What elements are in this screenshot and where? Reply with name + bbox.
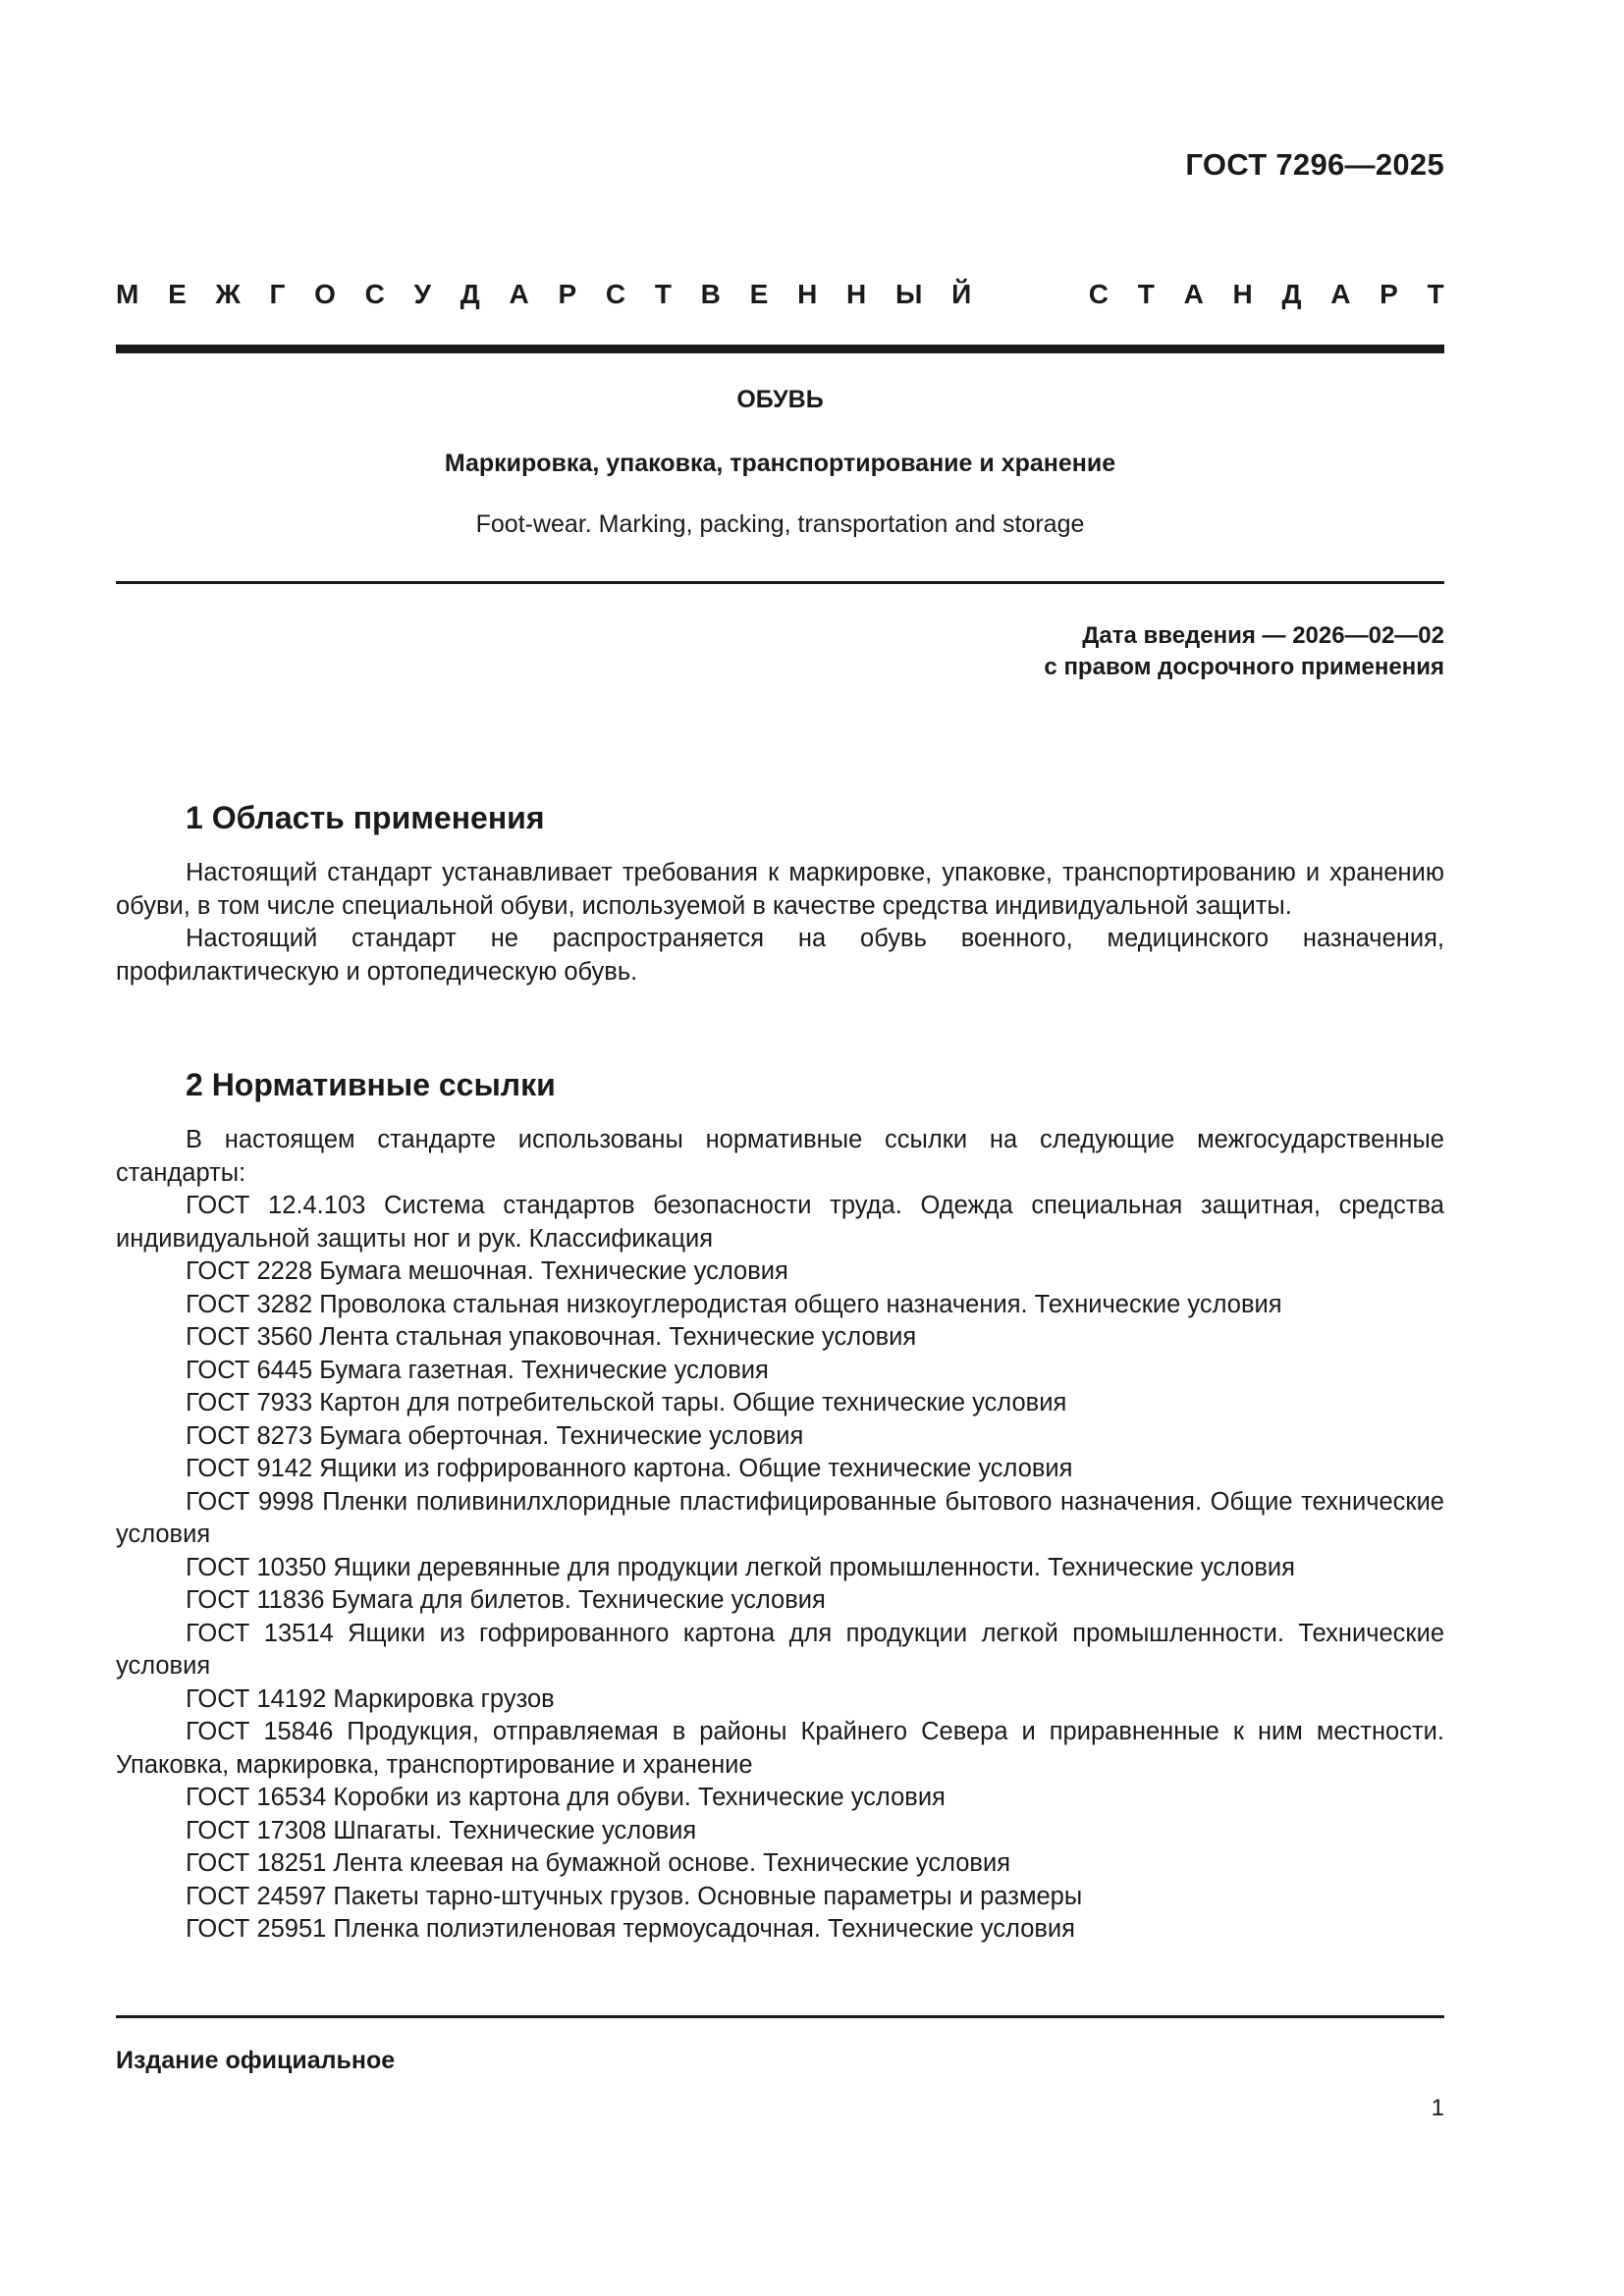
reference-item: ГОСТ 13514 Ящики из гофрированного картона для продукции легкой промышленности. Технические условия xyxy=(116,1619,1444,1680)
reference-item: ГОСТ 25951 Пленка полиэтиленовая термоусадочная. Технические условия xyxy=(186,1915,1075,1943)
standard-type-letter: А xyxy=(1330,279,1351,309)
reference-item: ГОСТ 9142 Ящики из гофрированного картона. Общие технические условия xyxy=(186,1455,1073,1482)
document-subtitle: Маркировка, упаковка, транспортирование и хранение xyxy=(444,450,1116,477)
section-2-intro: В настоящем стандарте использованы нормативные ссылки на следующие межгосударственные стандарты: xyxy=(116,1126,1444,1187)
section-1-body xyxy=(116,857,1444,988)
standard-type-letter: С xyxy=(605,279,626,309)
standard-type-letter: Е xyxy=(749,279,769,309)
section-1-paragraph: Настоящий стандарт не распространяется на обувь военного, медицинского назначения, профилактическую и ортопедическую обувь. xyxy=(116,925,1444,986)
reference-item: ГОСТ 17308 Шпагаты. Технические условия xyxy=(186,1816,697,1844)
reference-item: ГОСТ 16534 Коробки из картона для обуви. Технические условия xyxy=(186,1784,946,1811)
reference-item: ГОСТ 9998 Пленки поливинилхлоридные пластифицированные бытового назначения. Общие технические условия xyxy=(116,1487,1444,1548)
footer-rule xyxy=(116,2015,1444,2018)
section-2-body xyxy=(116,1124,1444,1947)
reference-item: ГОСТ 10350 Ящики деревянные для продукции легкой промышленности. Технические условия xyxy=(186,1553,1295,1581)
reference-item: ГОСТ 12.4.103 Система стандартов безопасности труда. Одежда специальная защитная, средства индивидуальной защиты ног и рук. Классификация xyxy=(116,1192,1444,1253)
reference-item: ГОСТ 18251 Лента клеевая на бумажной основе. Технические условия xyxy=(186,1849,1011,1877)
standard-type-letter: Р xyxy=(1380,279,1398,309)
standard-type-letter: А xyxy=(509,279,529,309)
page-number: 1 xyxy=(1431,2095,1444,2121)
reference-item: ГОСТ 6445 Бумага газетная. Технические условия xyxy=(186,1356,769,1384)
standard-type-letter: Д xyxy=(1281,279,1302,309)
standard-type-letter: У xyxy=(413,279,432,309)
reference-item: ГОСТ 2228 Бумага мешочная. Технические условия xyxy=(186,1257,788,1285)
document-code: ГОСТ 7296—2025 xyxy=(1185,147,1444,182)
reference-item: ГОСТ 8273 Бумага оберточная. Технические условия xyxy=(186,1421,804,1450)
document-title-english: Foot-wear. Marking, packing, transportation and storage xyxy=(475,510,1085,538)
standard-type-letter: Е xyxy=(168,279,187,309)
standard-type-letter: В xyxy=(700,279,721,309)
standard-type-letter: О xyxy=(314,279,336,309)
standard-type-letter: Ж xyxy=(215,279,241,309)
early-application-note: с правом досрочного применения xyxy=(1044,654,1444,680)
standard-type-letter: А xyxy=(1183,279,1204,309)
standard-type-letter: Д xyxy=(460,279,480,309)
standard-type-letter: Н xyxy=(1232,279,1253,309)
standard-type-letter: Н xyxy=(797,279,818,309)
reference-item: ГОСТ 14192 Маркировка грузов xyxy=(186,1684,555,1713)
section-2-heading: 2 Нормативные ссылки xyxy=(186,1067,556,1102)
document-title: ОБУВЬ xyxy=(736,386,824,413)
standard-type-letter: Т xyxy=(1427,279,1444,309)
standard-type-label xyxy=(116,279,1444,310)
reference-item: ГОСТ 3560 Лента стальная упаковочная. Технические условия xyxy=(186,1323,917,1351)
standard-type-letter: Т xyxy=(654,279,672,309)
header-rule xyxy=(116,345,1444,353)
reference-item: ГОСТ 3282 Проволока стальная низкоуглеродистая общего назначения. Технические условия xyxy=(186,1290,1282,1318)
standard-type-letter: С xyxy=(364,279,385,309)
reference-item: ГОСТ 7933 Картон для потребительской тары. Общие технические условия xyxy=(186,1389,1067,1416)
reference-item: ГОСТ 15846 Продукция, отправляемая в районы Крайнего Севера и приравненные к ним местности. Упаковка, маркировка, транспортирование и хранение xyxy=(116,1718,1444,1779)
edition-note: Издание официальное xyxy=(116,2047,396,2074)
standard-type-letter: Ы xyxy=(895,279,923,309)
standard-type-letter: Н xyxy=(846,279,867,309)
introduction-date: Дата введения — 2026—02—02 xyxy=(1082,622,1444,649)
standard-type-letter: Г xyxy=(269,279,286,309)
standard-type-letter: Й xyxy=(951,279,972,309)
word-gap xyxy=(1001,279,1059,310)
standard-type-letter: Р xyxy=(558,279,577,309)
section-1-paragraph: Настоящий стандарт устанавливает требования к маркировке, упаковке, транспортированию и хранению обуви, в том числе специальной обуви, используемой в качестве средства индивидуальной защиты. xyxy=(116,859,1444,920)
reference-item: ГОСТ 11836 Бумага для билетов. Технические условия xyxy=(186,1586,826,1614)
section-1-heading: 1 Область применения xyxy=(186,800,545,835)
standard-type-letter: Т xyxy=(1137,279,1155,309)
reference-item: ГОСТ 24597 Пакеты тарно-штучных грузов. Основные параметры и размеры xyxy=(186,1882,1083,1910)
title-rule xyxy=(116,581,1444,584)
standard-type-letter: С xyxy=(1088,279,1109,309)
standard-type-letter: М xyxy=(116,279,139,309)
reference-list xyxy=(116,1190,1444,1947)
date-block xyxy=(1044,620,1444,683)
